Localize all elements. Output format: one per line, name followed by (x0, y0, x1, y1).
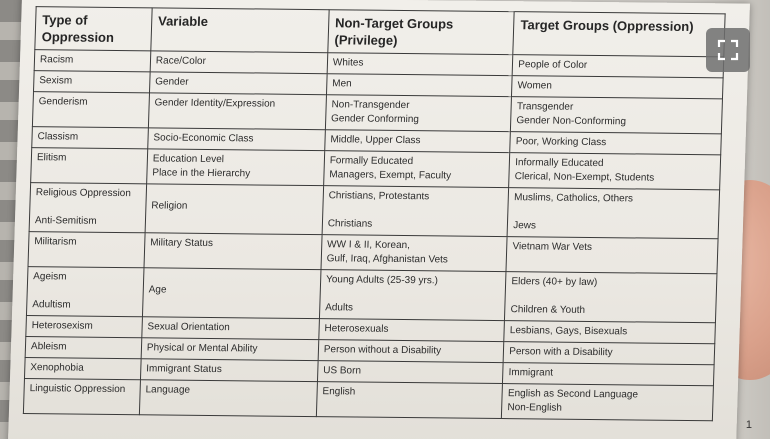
cell-line: Adults (324, 302, 354, 314)
cell-variable: Physical or Mental Ability (141, 338, 319, 361)
cell-nontarget (322, 186, 509, 237)
table-row (26, 267, 717, 323)
oppression-table (23, 6, 726, 421)
cell-line: Ageism (33, 271, 67, 283)
cell-line: Informally Educated (514, 157, 604, 170)
cell-type: Ableism (25, 337, 142, 359)
cell-line: WW I & II, Korean, (326, 239, 411, 252)
cell-type: Xenophobia (24, 358, 141, 380)
cell-line: Adultism (32, 299, 71, 311)
cell-variable: Sexual Orientation (142, 317, 320, 340)
cell-line: Non-English (507, 402, 563, 414)
cell-target: Lesbians, Gays, Bisexuals (504, 321, 715, 344)
expand-icon (717, 39, 739, 61)
cell-variable: Race/Color (150, 51, 328, 74)
cell-target: Vietnam War Vets (506, 237, 718, 274)
expand-button[interactable] (706, 28, 750, 72)
cell-target (507, 188, 719, 239)
cell-target: Immigrant (503, 363, 714, 386)
cell-target: Poor, Working Class (510, 132, 721, 155)
cell-line: Christians, Protestants (328, 190, 430, 203)
cell-line: Young Adults (25-39 yrs.) (325, 274, 439, 287)
cell-nontarget: English (316, 382, 502, 419)
paper-sheet (8, 0, 750, 439)
cell-line: Religious Oppression (35, 187, 132, 200)
table-row (29, 183, 720, 239)
cell-line: Religion (151, 200, 188, 212)
cell-type (26, 267, 143, 317)
cell-line: Anti-Semitism (34, 215, 97, 227)
cell-line: Gender Non-Conforming (516, 115, 627, 128)
header-variable: Variable (151, 8, 329, 53)
cell-variable: Language (139, 380, 317, 417)
cell-type: Racism (34, 50, 151, 72)
cell-nontarget: Heterosexuals (319, 319, 505, 342)
cell-nontarget (325, 95, 511, 132)
cell-line: Education Level (152, 153, 225, 166)
cell-nontarget: Men (326, 74, 512, 97)
header-nontarget: Non-Target Groups (Privilege) (328, 10, 515, 55)
cell-line: Clerical, Non-Exempt, Students (514, 171, 655, 184)
cell-target: Women (512, 76, 723, 99)
cell-variable (145, 184, 324, 235)
cell-line: Jews (513, 220, 537, 232)
cell-target (505, 272, 717, 323)
cell-line: Non-Transgender (331, 99, 410, 112)
cell-line: Age (148, 284, 167, 296)
cell-line: Transgender (516, 101, 574, 113)
header-target: Target Groups (Oppression) (513, 12, 725, 57)
cell-line: English as Second Language (507, 388, 639, 401)
page-number: 1 (745, 419, 752, 431)
cell-target: People of Color (512, 55, 723, 78)
cell-type: Heterosexism (26, 316, 143, 338)
cell-variable: Immigrant Status (140, 359, 318, 382)
cell-variable: Military Status (144, 233, 322, 270)
cell-type: Sexism (33, 71, 150, 93)
cell-nontarget (321, 235, 507, 272)
cell-type: Militarism (28, 232, 145, 268)
cell-type: Classism (32, 127, 149, 149)
cell-variable: Gender Identity/Expression (148, 93, 326, 130)
cell-line: Formally Educated (329, 155, 414, 168)
cell-line: Place in the Hierarchy (152, 167, 251, 180)
cell-target (509, 153, 721, 190)
cell-nontarget: Person without a Disability (318, 340, 504, 363)
cell-nontarget (319, 270, 506, 321)
cell-nontarget: US Born (317, 361, 503, 384)
cell-variable (142, 268, 321, 319)
cell-target (511, 97, 723, 134)
cell-line: Gender Conforming (330, 113, 420, 126)
cell-type (29, 183, 146, 233)
cell-type: Linguistic Oppression (23, 379, 140, 415)
cell-target: Person with a Disability (503, 342, 714, 365)
cell-line: Gulf, Iraq, Afghanistan Vets (326, 253, 449, 266)
cell-variable: Socio-Economic Class (148, 128, 326, 151)
cell-nontarget (323, 151, 509, 188)
cell-variable: Gender (149, 72, 327, 95)
cell-line: Managers, Exempt, Faculty (329, 169, 452, 182)
table-row (23, 379, 713, 421)
header-type: Type of Oppression (35, 7, 152, 51)
cell-line: Elders (40+ by law) (511, 276, 598, 289)
cell-line: Christians (327, 218, 373, 230)
cell-line: Muslims, Catholics, Others (513, 192, 634, 205)
cell-nontarget: Middle, Upper Class (325, 130, 511, 153)
cell-line: Children & Youth (510, 304, 586, 316)
cell-target (502, 384, 714, 421)
cell-type: Elitism (31, 148, 148, 184)
cell-type: Genderism (32, 92, 149, 128)
table-header-row (35, 7, 725, 57)
cell-nontarget: Whites (327, 53, 513, 76)
cell-variable (147, 149, 325, 186)
